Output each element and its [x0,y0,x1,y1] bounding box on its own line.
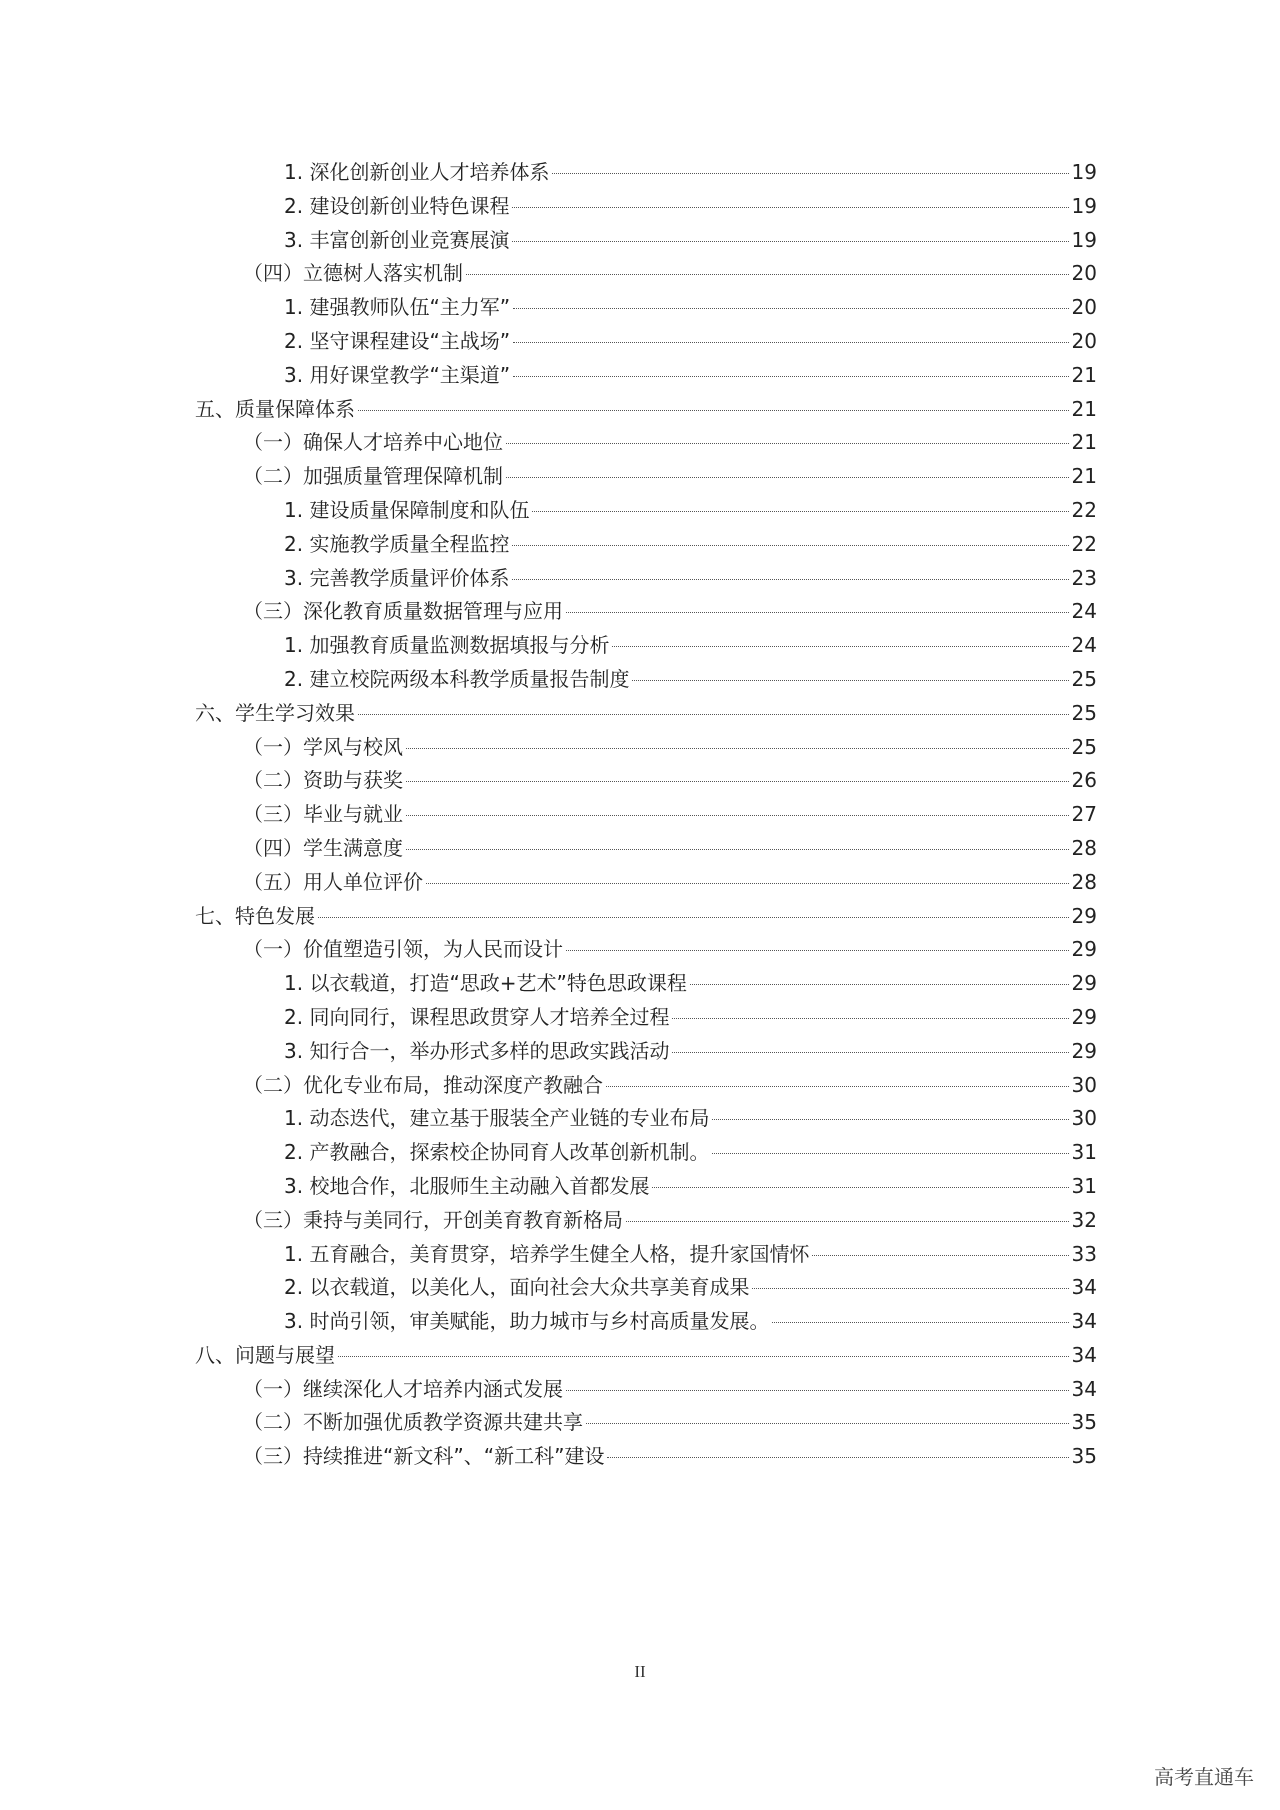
watermark: 高考直通车 [1154,1765,1254,1789]
toc-entry-page: 19 [1071,193,1097,218]
toc-entry[interactable] [195,257,1097,291]
toc-entry-label: 2. 建设创新创业特色课程 [284,193,510,218]
toc-entry[interactable] [195,460,1097,494]
toc-leader-dots [552,173,1069,174]
toc-leader-dots [712,1153,1069,1154]
toc-entry[interactable] [195,359,1097,393]
toc-leader-dots [566,950,1069,951]
toc-entry-page: 29 [1071,937,1097,962]
toc-leader-dots [606,1086,1069,1087]
toc-entry-label: 3. 完善教学质量评价体系 [284,565,510,590]
toc-leader-dots [532,511,1069,512]
toc-entry-page: 19 [1071,160,1097,184]
toc-entry-page: 20 [1071,261,1097,286]
toc-entry[interactable] [195,1035,1097,1069]
toc-entry[interactable] [195,1204,1097,1238]
toc-entry[interactable] [195,528,1097,562]
toc-entry-page: 29 [1071,903,1097,928]
toc-entry[interactable] [195,764,1097,798]
toc-entry-page: 24 [1071,599,1097,624]
toc-entry-page: 30 [1071,1072,1097,1097]
toc-leader-dots [626,1221,1069,1222]
toc-leader-dots [426,883,1069,884]
toc-leader-dots [506,443,1069,444]
toc-leader-dots [752,1288,1069,1289]
toc-leader-dots [672,1052,1069,1053]
toc-leader-dots [512,241,1069,242]
toc-entry-label: （一）继续深化人才培养内涵式发展 [243,1376,563,1401]
toc-leader-dots [338,1356,1069,1357]
toc-entry-page: 19 [1071,227,1097,252]
toc-entry-label: 1. 建强教师队伍“主力军” [284,295,511,320]
toc-entry-label: （四）立德树人落实机制 [243,261,463,286]
toc-entry-label: （三）秉持与美同行，开创美育教育新格局 [243,1207,623,1232]
toc-leader-dots [772,1322,1069,1323]
toc-entry-label: 2. 坚守课程建设“主战场” [284,328,511,353]
toc-entry[interactable] [195,393,1097,427]
toc-entry[interactable] [195,1339,1097,1373]
toc-entry-label: 1. 深化创新创业人才培养体系 [284,160,550,184]
toc-entry-page: 28 [1071,869,1097,894]
toc-entry-page: 22 [1071,497,1097,522]
toc-leader-dots [406,815,1069,816]
toc-entry-label: 3. 知行合一，举办形式多样的思政实践活动 [284,1038,670,1063]
toc-leader-dots [566,1390,1069,1391]
toc-entry-label: 3. 时尚引领，审美赋能，助力城市与乡村高质量发展。 [284,1309,770,1334]
toc-entry-page: 35 [1071,1410,1097,1435]
toc-entry[interactable] [195,1406,1097,1440]
toc-entry-page: 34 [1071,1342,1097,1367]
toc-entry[interactable] [195,1170,1097,1204]
toc-leader-dots [652,1187,1069,1188]
toc-entry-page: 33 [1071,1241,1097,1266]
toc-leader-dots [318,917,1069,918]
toc-entry[interactable] [195,1102,1097,1136]
toc-entry-page: 29 [1071,1004,1097,1029]
toc-leader-dots [712,1119,1069,1120]
toc-leader-dots [513,308,1069,309]
toc-entry[interactable] [195,1305,1097,1339]
toc-entry-label: 2. 实施教学质量全程监控 [284,531,510,556]
toc-entry-page: 29 [1071,1038,1097,1063]
toc-entry[interactable] [195,1069,1097,1103]
toc-leader-dots [466,274,1069,275]
toc-leader-dots [513,342,1069,343]
toc-entry-label: 2. 以衣载道，以美化人，面向社会大众共享美育成果 [284,1275,750,1300]
toc-entry-page: 22 [1071,531,1097,556]
toc-entry-label: 七、特色发展 [195,903,315,928]
toc-entry-label: （三）持续推进“新文科”、“新工科”建设 [243,1444,605,1469]
toc-entry[interactable] [195,291,1097,325]
toc-entry-label: 1. 加强教育质量监测数据填报与分析 [284,633,610,658]
toc-entry-label: （五）用人单位评价 [243,869,423,894]
toc-entry-label: （二）资助与获奖 [243,768,403,793]
toc-entry-label: 1. 五育融合，美育贯穿，培养学生健全人格，提升家国情怀 [284,1241,810,1266]
toc-entry-label: 2. 建立校院两级本科教学质量报告制度 [284,666,630,691]
toc-entry-label: 3. 丰富创新创业竞赛展演 [284,227,510,252]
toc-entry-label: （一）学风与校风 [243,734,403,759]
toc-leader-dots [406,748,1069,749]
toc-entry[interactable] [195,663,1097,697]
toc-entry-page: 21 [1071,464,1097,489]
toc-entry-page: 34 [1071,1376,1097,1401]
toc-leader-dots [358,714,1069,715]
toc-leader-dots [632,680,1069,681]
toc-entry-page: 23 [1071,565,1097,590]
toc-leader-dots [607,1457,1069,1458]
toc-entry-label: 3. 用好课堂教学“主渠道” [284,362,511,387]
toc-leader-dots [512,545,1069,546]
toc-entry-page: 26 [1071,768,1097,793]
toc-entry-label: 3. 校地合作，北服师生主动融入首都发展 [284,1173,650,1198]
toc-leader-dots [612,646,1069,647]
toc-leader-dots [513,376,1069,377]
toc-entry-label: 八、问题与展望 [195,1342,335,1367]
toc-entry-label: （二）不断加强优质教学资源共建共享 [243,1410,583,1435]
toc-entry[interactable] [195,832,1097,866]
toc-entry[interactable] [195,190,1097,224]
toc-entry[interactable] [195,494,1097,528]
toc-entry[interactable] [195,1440,1097,1474]
toc-entry[interactable] [195,731,1097,765]
toc-entry[interactable] [195,562,1097,596]
toc-entry-label: 2. 同向同行，课程思政贯穿人才培养全过程 [284,1004,670,1029]
toc-entry-label: （四）学生满意度 [243,835,403,860]
toc-entry[interactable] [195,1001,1097,1035]
toc-leader-dots [506,477,1069,478]
toc-entry[interactable] [195,697,1097,731]
toc-entry-page: 31 [1071,1173,1097,1198]
toc-leader-dots [690,984,1069,985]
toc-leader-dots [672,1018,1069,1019]
toc-entry[interactable] [195,224,1097,258]
toc-entry[interactable] [195,798,1097,832]
toc-entry[interactable] [195,967,1097,1001]
toc-entry-label: （三）深化教育质量数据管理与应用 [243,599,563,624]
page-number: II [634,1662,646,1681]
toc-entry-page: 34 [1071,1309,1097,1334]
toc-entry-label: （一）确保人才培养中心地位 [243,430,503,455]
toc-entry[interactable] [195,595,1097,629]
toc-entry-label: （二）加强质量管理保障机制 [243,464,503,489]
toc-leader-dots [406,849,1069,850]
toc-leader-dots [512,579,1069,580]
toc-entry-label: 1. 建设质量保障制度和队伍 [284,497,530,522]
toc-entry-page: 25 [1071,700,1097,725]
toc-entry-page: 29 [1071,971,1097,996]
toc-entry-label: 2. 产教融合，探索校企协同育人改革创新机制。 [284,1140,710,1165]
toc-entry-page: 21 [1071,430,1097,455]
toc-entry-label: 1. 动态迭代，建立基于服装全产业链的专业布局 [284,1106,710,1131]
toc-entry-page: 21 [1071,396,1097,421]
toc-entry-page: 32 [1071,1207,1097,1232]
toc-entry[interactable] [195,629,1097,663]
toc-entry-label: 1. 以衣载道，打造“思政+艺术”特色思政课程 [284,971,687,996]
toc-entry-page: 35 [1071,1444,1097,1469]
toc-leader-dots [812,1255,1069,1256]
toc-entry-page: 25 [1071,734,1097,759]
toc-entry-label: （一）价值塑造引领，为人民而设计 [243,937,563,962]
toc-entry-page: 21 [1071,362,1097,387]
toc-entry-page: 25 [1071,666,1097,691]
toc-entry-page: 28 [1071,835,1097,860]
toc-leader-dots [406,781,1069,782]
toc-entry-label: （三）毕业与就业 [243,802,403,827]
toc-entry[interactable] [195,426,1097,460]
toc-entry[interactable] [195,1238,1097,1272]
toc-leader-dots [586,1423,1069,1424]
toc-entry[interactable] [195,1136,1097,1170]
toc-entry-page: 20 [1071,295,1097,320]
toc-entry[interactable] [195,1373,1097,1407]
toc-leader-dots [512,207,1069,208]
toc-entry-label: 六、学生学习效果 [195,700,355,725]
table-of-contents [195,156,1097,1474]
toc-entry-page: 34 [1071,1275,1097,1300]
toc-entry-page: 24 [1071,633,1097,658]
toc-entry-page: 30 [1071,1106,1097,1131]
toc-entry-label: 五、质量保障体系 [195,396,355,421]
toc-entry[interactable] [195,900,1097,934]
toc-entry[interactable] [195,325,1097,359]
toc-leader-dots [566,612,1069,613]
toc-entry[interactable] [195,156,1097,190]
toc-entry[interactable] [195,866,1097,900]
toc-entry[interactable] [195,933,1097,967]
toc-leader-dots [358,410,1069,411]
toc-entry-label: （二）优化专业布局，推动深度产教融合 [243,1072,603,1097]
toc-entry-page: 31 [1071,1140,1097,1165]
toc-entry-page: 27 [1071,802,1097,827]
toc-entry[interactable] [195,1271,1097,1305]
toc-entry-page: 20 [1071,328,1097,353]
